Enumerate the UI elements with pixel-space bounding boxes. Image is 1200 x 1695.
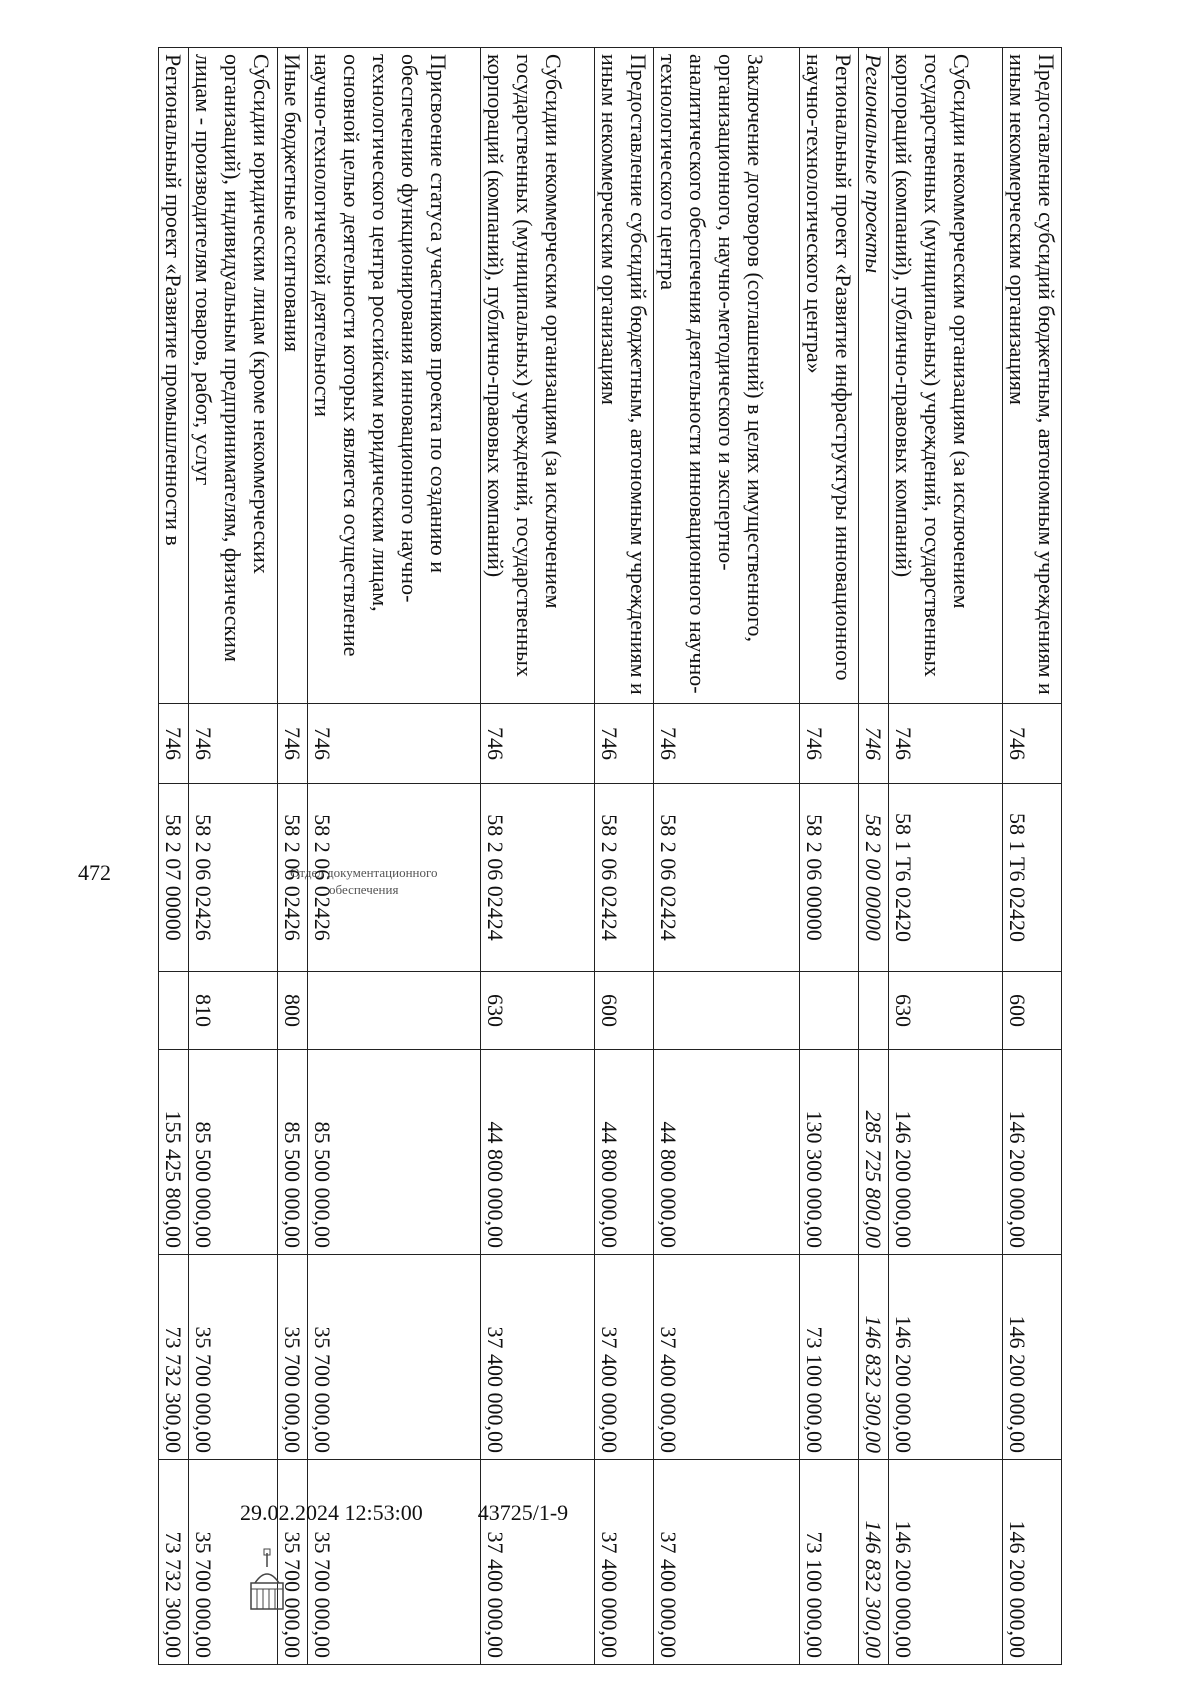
- row-gr: 746: [595, 704, 654, 784]
- row-sum-2: 146 200 000,00: [889, 1255, 1003, 1460]
- row-vr: 630: [481, 972, 595, 1050]
- row-vr: 600: [1003, 972, 1062, 1050]
- row-vr: [159, 972, 189, 1050]
- row-sum-2: 37 400 000,00: [595, 1255, 654, 1460]
- footer-doc-code: 43725/1-9: [477, 1500, 569, 1525]
- row-gr: 746: [189, 704, 278, 784]
- row-csr: 58 2 06 02426: [308, 784, 481, 972]
- row-gr: 746: [859, 704, 889, 784]
- row-sum-1: 85 500 000,00: [278, 1050, 308, 1255]
- row-name: Иные бюджетные ассигнования: [278, 48, 308, 704]
- row-sum-3: 37 400 000,00: [654, 1460, 800, 1665]
- row-sum-3: 37 400 000,00: [595, 1460, 654, 1665]
- row-sum-2: 146 200 000,00: [1003, 1255, 1062, 1460]
- page-number: 472: [78, 860, 111, 885]
- row-sum-3: 146 200 000,00: [889, 1460, 1003, 1665]
- row-vr: 810: [189, 972, 278, 1050]
- footer-datetime: 29.02.2024 12:53:00: [240, 1500, 423, 1525]
- row-name: Предоставление субсидий бюджетным, автономным учреждениям и иным некоммерческим организациям: [595, 48, 654, 704]
- table-row: [654, 48, 800, 1665]
- budget-table: [158, 47, 1062, 1665]
- row-gr: 746: [278, 704, 308, 784]
- row-sum-1: 146 200 000,00: [1003, 1050, 1062, 1255]
- row-csr: 58 2 06 02424: [654, 784, 800, 972]
- row-sum-1: 44 800 000,00: [481, 1050, 595, 1255]
- row-sum-1: 44 800 000,00: [595, 1050, 654, 1255]
- row-name: Региональный проект «Развитие промышленности в: [159, 48, 189, 704]
- row-vr: 800: [278, 972, 308, 1050]
- row-name: Субсидии некоммерческим организациям (за исключением государственных (муниципальных) учреждений, государственных корпораций (компаний), публично-правовых компаний): [889, 48, 1003, 704]
- row-sum-3: 146 832 300,00: [859, 1460, 889, 1665]
- table-row: [1003, 48, 1062, 1665]
- row-name: Субсидии некоммерческим организациям (за исключением государственных (муниципальных) учреждений, государственных корпораций (компаний), публично-правовых компаний): [481, 48, 595, 704]
- row-csr: 58 2 06 02426: [278, 784, 308, 972]
- row-vr: [654, 972, 800, 1050]
- table-row: [308, 48, 481, 1665]
- table-row: [278, 48, 308, 1665]
- row-gr: 746: [159, 704, 189, 784]
- rotated-table-frame: [140, 47, 1062, 1663]
- row-sum-1: 85 500 000,00: [189, 1050, 278, 1255]
- row-gr: 746: [654, 704, 800, 784]
- row-csr: 58 2 06 02424: [595, 784, 654, 972]
- table-row: [800, 48, 859, 1665]
- row-vr: 630: [889, 972, 1003, 1050]
- row-csr: 58 2 06 02424: [481, 784, 595, 972]
- row-gr: 746: [1003, 704, 1062, 784]
- row-sum-2: 35 700 000,00: [278, 1255, 308, 1460]
- table-row: [189, 48, 278, 1665]
- row-csr: 58 2 00 00000: [859, 784, 889, 972]
- row-sum-3: 35 700 000,00: [278, 1460, 308, 1665]
- table-row: [481, 48, 595, 1665]
- row-name: Присвоение статуса участников проекта по созданию и обеспечению функционирования инновационного научно-технологического центра российским юридическим лицам, основной целью деятельности которых является осуществление научно-технологической деятельности: [308, 48, 481, 704]
- row-sum-3: 35 700 000,00: [189, 1460, 278, 1665]
- row-name: Субсидии юридическим лицам (кроме некоммерческих организаций), индивидуальным предпринимателям, физическим лицам - производителям товаров, работ, услуг: [189, 48, 278, 704]
- row-vr: [859, 972, 889, 1050]
- stamp-line-2: обеспечения: [329, 881, 399, 897]
- table-row: [159, 48, 189, 1665]
- row-csr: 58 2 06 00000: [800, 784, 859, 972]
- row-csr: 58 2 07 00000: [159, 784, 189, 972]
- row-sum-1: 85 500 000,00: [308, 1050, 481, 1255]
- stamp-line-1: Отдел документационного: [290, 865, 438, 880]
- row-sum-1: 130 300 000,00: [800, 1050, 859, 1255]
- row-csr: 58 1 Т6 02420: [1003, 784, 1062, 972]
- row-sum-1: 44 800 000,00: [654, 1050, 800, 1255]
- table-row: [595, 48, 654, 1665]
- building-logo-icon: [247, 1545, 287, 1615]
- row-sum-3: 73 732 300,00: [159, 1460, 189, 1665]
- row-sum-1: 146 200 000,00: [889, 1050, 1003, 1255]
- row-gr: 746: [481, 704, 595, 784]
- table-row: [859, 48, 889, 1665]
- row-sum-1: 155 425 800,00: [159, 1050, 189, 1255]
- row-csr: 58 2 06 02426: [189, 784, 278, 972]
- row-gr: 746: [889, 704, 1003, 784]
- row-name: Региональные проекты: [859, 48, 889, 704]
- table-row: [889, 48, 1003, 1665]
- row-sum-3: 73 100 000,00: [800, 1460, 859, 1665]
- row-sum-2: 35 700 000,00: [308, 1255, 481, 1460]
- row-sum-2: 37 400 000,00: [654, 1255, 800, 1460]
- row-vr: [800, 972, 859, 1050]
- row-sum-2: 37 400 000,00: [481, 1255, 595, 1460]
- row-sum-2: 35 700 000,00: [189, 1255, 278, 1460]
- row-sum-2: 73 100 000,00: [800, 1255, 859, 1460]
- row-name: Предоставление субсидий бюджетным, автономным учреждениям и иным некоммерческим организациям: [1003, 48, 1062, 704]
- row-vr: 600: [595, 972, 654, 1050]
- row-sum-2: 146 832 300,00: [859, 1255, 889, 1460]
- row-gr: 746: [308, 704, 481, 784]
- row-sum-2: 73 732 300,00: [159, 1255, 189, 1460]
- row-sum-3: 37 400 000,00: [481, 1460, 595, 1665]
- row-sum-3: 146 200 000,00: [1003, 1460, 1062, 1665]
- row-sum-3: 35 700 000,00: [308, 1460, 481, 1665]
- row-sum-1: 285 725 800,00: [859, 1050, 889, 1255]
- row-name: Региональный проект «Развитие инфраструктуры инновационного научно-технологического центра»: [800, 48, 859, 704]
- row-vr: [308, 972, 481, 1050]
- row-name: Заключение договоров (соглашений) в целях имущественного, организационного, научно-методического и экспертно-аналитического обеспечения деятельности инновационного научно-технологического центра: [654, 48, 800, 704]
- row-csr: 58 1 Т6 02420: [889, 784, 1003, 972]
- footer: [240, 1500, 568, 1526]
- row-gr: 746: [800, 704, 859, 784]
